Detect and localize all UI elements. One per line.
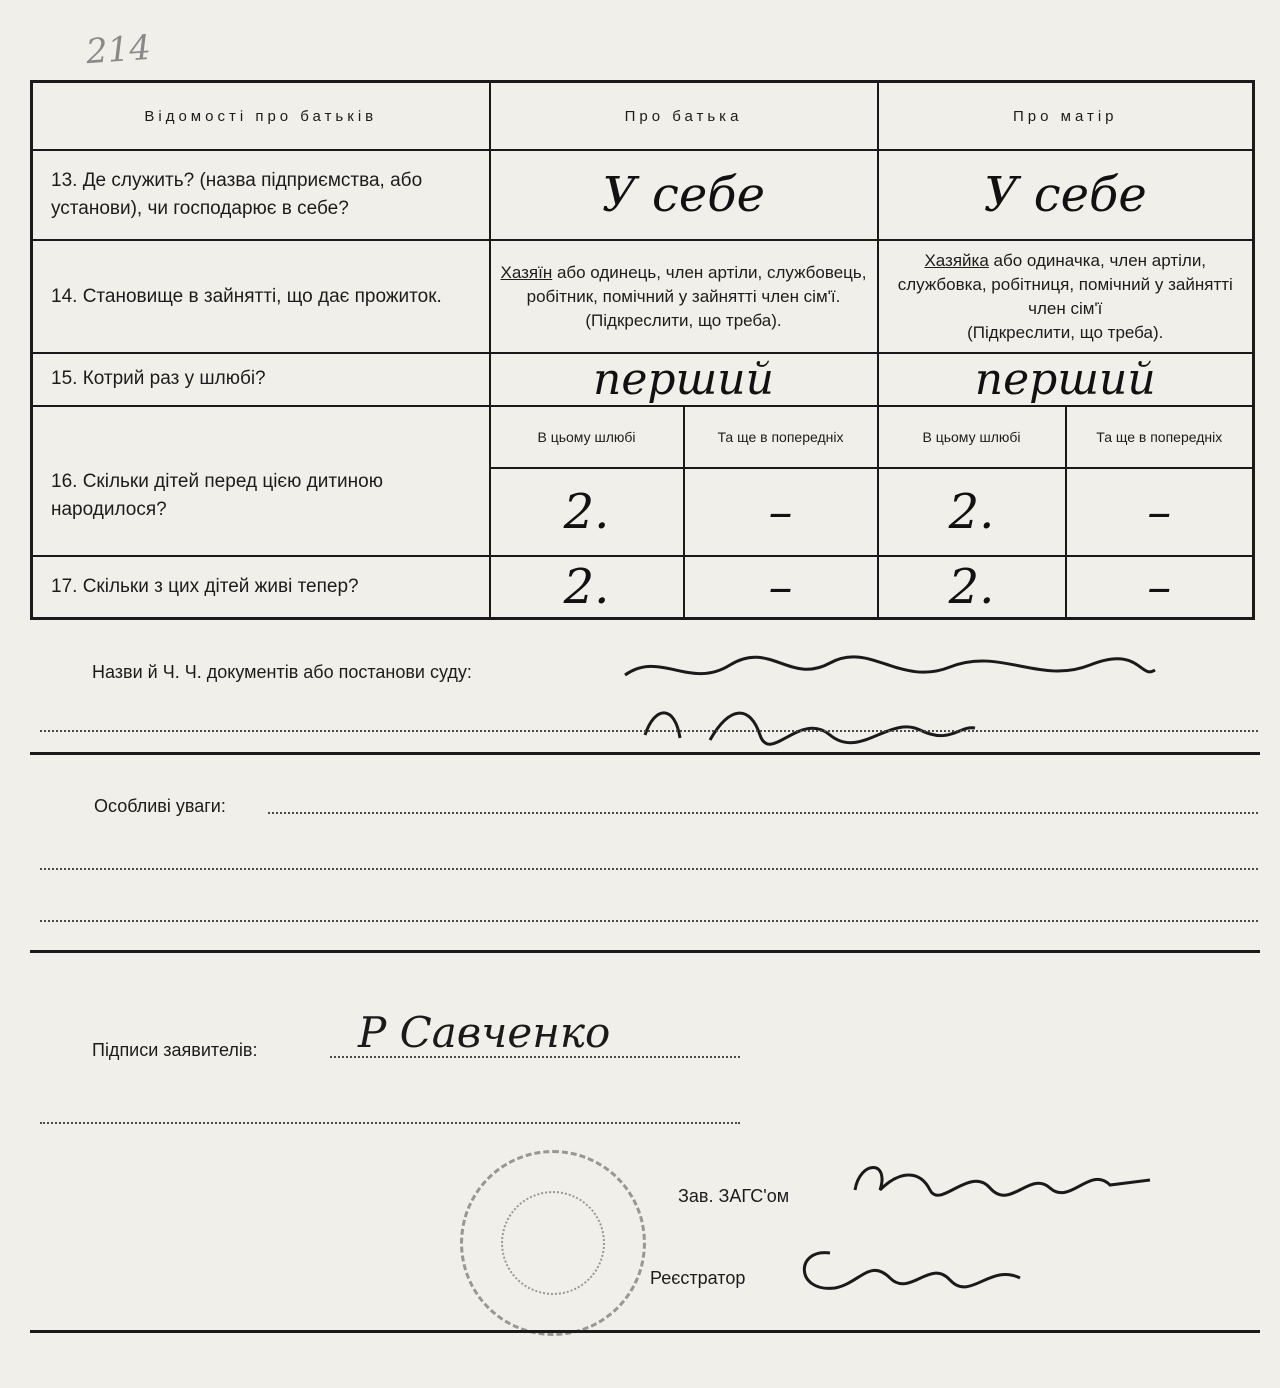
documents-label: Назви й Ч. Ч. документів або постанови суду: <box>92 662 472 682</box>
header-father: Про батька <box>490 82 878 151</box>
q16-mother-prev: – <box>1066 468 1254 556</box>
row-q15 <box>32 353 1254 406</box>
zags-head-label: Зав. ЗАГС'ом <box>678 1186 790 1206</box>
q17-father-this: 2. <box>490 556 684 618</box>
q16-label: 16. Скільки дітей перед цією дитиною народилося? <box>32 406 490 556</box>
q14-mother-options-text: або одиначка, член артіли, службовка, робітниця, помічний у зайнятті член сім'ї <box>897 250 1233 318</box>
q13-label: 13. Де служить? (назва підприємства, або установи), чи господарює в себе? <box>32 150 490 240</box>
q14-mother-options <box>878 240 1254 352</box>
q14-father-note: (Підкреслити, що треба). <box>585 310 782 330</box>
table-header-row <box>32 82 1254 151</box>
zags-head-signature <box>850 1150 1160 1214</box>
q13-father-answer: У себе <box>490 150 878 240</box>
header-parents-info: Відомості про батьків <box>32 82 490 151</box>
row-subheaders <box>32 406 1254 468</box>
notes-label: Особливі уваги: <box>94 796 226 816</box>
documents-scribble-1 <box>620 645 1160 695</box>
row-q13 <box>32 150 1254 240</box>
subheader-father-previous: Та ще в попередніх <box>684 406 878 468</box>
applicants-label: Підписи заявителів: <box>92 1040 258 1060</box>
documents-scribble-2 <box>640 700 980 750</box>
divider-1 <box>30 752 1260 755</box>
header-mother: Про матір <box>878 82 1254 151</box>
q16-father-prev: – <box>684 468 878 556</box>
applicant-signature: Р Савченко <box>358 1008 611 1057</box>
q13-mother-answer: У себе <box>878 150 1254 240</box>
q14-label: 14. Становище в зайнятті, що дає прожиток. <box>32 240 490 352</box>
q14-father-selected: Хазяїн <box>500 262 553 282</box>
q16-mother-this: 2. <box>878 468 1066 556</box>
subheader-mother-previous: Та ще в попередніх <box>1066 406 1254 468</box>
q14-mother-note: (Підкреслити, що треба). <box>967 322 1164 342</box>
official-seal-stamp <box>460 1150 646 1336</box>
page-number: 214 <box>84 27 153 73</box>
q16-father-this: 2. <box>490 468 684 556</box>
row-q14 <box>32 240 1254 352</box>
q17-mother-this: 2. <box>878 556 1066 618</box>
row-q17 <box>32 556 1254 618</box>
documents-handwriting-1 <box>620 645 1160 705</box>
subheader-mother-this-marriage: В цьому шлюбі <box>878 406 1066 468</box>
applicants-line-1 <box>330 1056 740 1058</box>
official-seal-inner <box>501 1191 605 1295</box>
q14-father-options <box>490 240 878 352</box>
q14-father-options-text: або одинець, член артіли, службовець, робітник, помічний у зайнятті член сім'ї. <box>526 262 867 306</box>
bottom-rule <box>30 1330 1260 1333</box>
documents-line-2 <box>40 730 1258 732</box>
documents-handwriting-2 <box>640 700 980 754</box>
notes-line-2 <box>40 868 1258 870</box>
q17-mother-prev: – <box>1066 556 1254 618</box>
zags-head-scribble <box>850 1150 1160 1210</box>
q15-label: 15. Котрий раз у шлюбі? <box>32 353 490 406</box>
registrar-signature <box>790 1238 1030 1312</box>
q14-mother-selected: Хазяйка <box>924 250 989 270</box>
registrar-scribble <box>790 1238 1030 1308</box>
parents-info-table <box>30 80 1255 620</box>
notes-line-3 <box>40 920 1258 922</box>
subheader-father-this-marriage: В цьому шлюбі <box>490 406 684 468</box>
notes-line-1 <box>268 812 1258 814</box>
registrar-label: Реєстратор <box>650 1268 746 1288</box>
applicants-line-2 <box>40 1122 740 1124</box>
divider-2 <box>30 950 1260 953</box>
q15-father-answer: перший <box>490 353 878 406</box>
q15-mother-answer: перший <box>878 353 1254 406</box>
q17-label: 17. Скільки з цих дітей живі тепер? <box>32 556 490 618</box>
q17-father-prev: – <box>684 556 878 618</box>
